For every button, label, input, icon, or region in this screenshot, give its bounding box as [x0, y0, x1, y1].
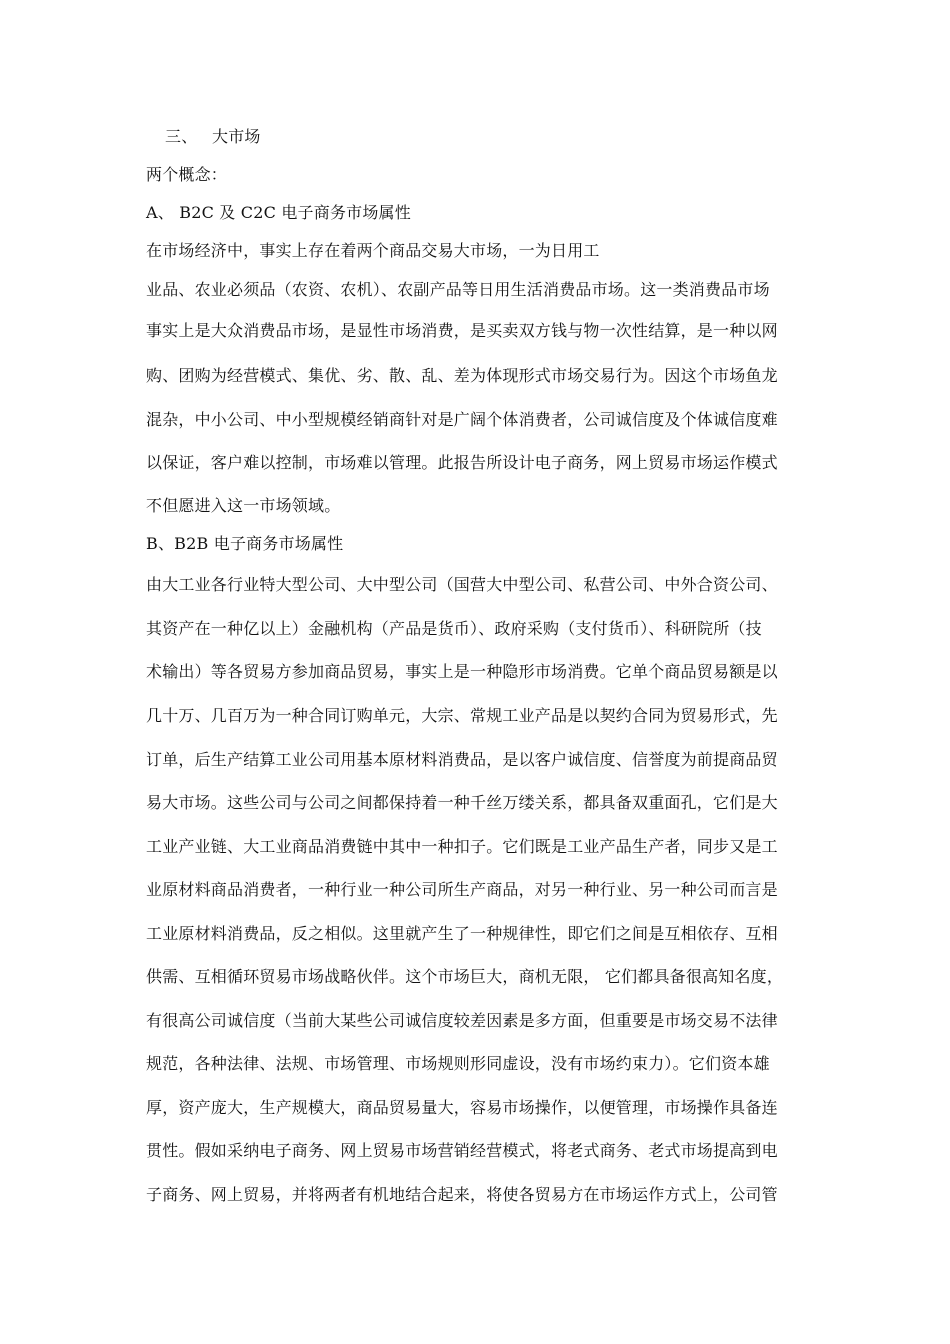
paragraph-b-line: 订单，后生产结算工业公司用基本原材料消费品，是以客户诚信度、信誉度为前提商品贸 — [146, 750, 778, 769]
subsection-a-heading: A、 B2C 及 C2C 电子商务市场属性 — [146, 203, 411, 222]
paragraph-b-line: 子商务、网上贸易，并将两者有机地结合起来，将使各贸易方在市场运作方式上，公司管 — [146, 1185, 778, 1204]
paragraph-b-line: 易大市场。这些公司与公司之间都保持着一种千丝万缕关系，都具备双重面孔，它们是大 — [146, 793, 778, 812]
paragraph-a-line: 在市场经济中，事实上存在着两个商品交易大市场，一为日用工 — [146, 241, 600, 260]
paragraph-a-line: 购、团购为经营模式、集优、劣、散、乱、差为体现形式市场交易行为。因这个市场鱼龙 — [146, 366, 778, 385]
paragraph-a-line: 混杂，中小公司、中小型规模经销商针对是广阔个体消费者，公司诚信度及个体诚信度难 — [146, 410, 778, 429]
paragraph-b-line: 贯性。假如采纳电子商务、网上贸易市场营销经营模式，将老式商务、老式市场提高到电 — [146, 1141, 778, 1160]
subsection-b-heading: B、B2B 电子商务市场属性 — [146, 534, 344, 553]
paragraph-b-line: 其资产在一种亿以上）金融机构（产品是货币）、政府采购（支付货币）、科研院所（技 — [146, 619, 762, 638]
paragraph-a-line: 事实上是大众消费品市场，是显性市场消费，是买卖双方钱与物一次性结算，是一种以网 — [146, 321, 778, 340]
paragraph-a-line: 以保证，客户难以控制，市场难以管理。此报告所设计电子商务，网上贸易市场运作模式 — [146, 453, 778, 472]
paragraph-b-line: 供需、互相循环贸易市场战略伙伴。这个市场巨大，商机无限， 它们都具备很高知名度， — [146, 967, 784, 986]
intro-line: 两个概念： — [146, 165, 228, 184]
paragraph-b-line: 几十万、几百万为一种合同订购单元，大宗、常规工业产品是以契约合同为贸易形式，先 — [146, 706, 778, 725]
paragraph-b-line: 工业产业链、大工业商品消费链中其中一种扣子。它们既是工业产品生产者，同步又是工 — [146, 837, 778, 856]
paragraph-a-line: 业品、农业必须品（农资、农机）、农副产品等日用生活消费品市场。这一类消费品市场 — [146, 280, 770, 299]
paragraph-b-line: 工业原材料消费品，反之相似。这里就产生了一种规律性，即它们之间是互相依存、互相 — [146, 924, 778, 943]
paragraph-b-line: 由大工业各行业特大型公司、大中型公司（国营大中型公司、私营公司、中外合资公司、 — [146, 575, 778, 594]
section-title: 大市场 — [212, 127, 261, 146]
paragraph-b-line: 厚，资产庞大，生产规模大，商品贸易量大，容易市场操作，以便管理，市场操作具备连 — [146, 1098, 778, 1117]
paragraph-b-line: 规范，各种法律、法规、市场管理、市场规则形同虚设，没有市场约束力）。它们资本雄 — [146, 1054, 770, 1073]
paragraph-b-line: 术输出）等各贸易方参加商品贸易，事实上是一种隐形市场消费。它单个商品贸易额是以 — [146, 662, 778, 681]
paragraph-b-line: 有很高公司诚信度（当前大某些公司诚信度较差因素是多方面，但重要是市场交易不法律 — [146, 1011, 778, 1030]
section-number: 三、 — [165, 127, 198, 146]
paragraph-b-line: 业原材料商品消费者，一种行业一种公司所生产商品，对另一种行业、另一种公司而言是 — [146, 880, 778, 899]
paragraph-a-line: 不但愿进入这一市场领域。 — [146, 496, 341, 515]
